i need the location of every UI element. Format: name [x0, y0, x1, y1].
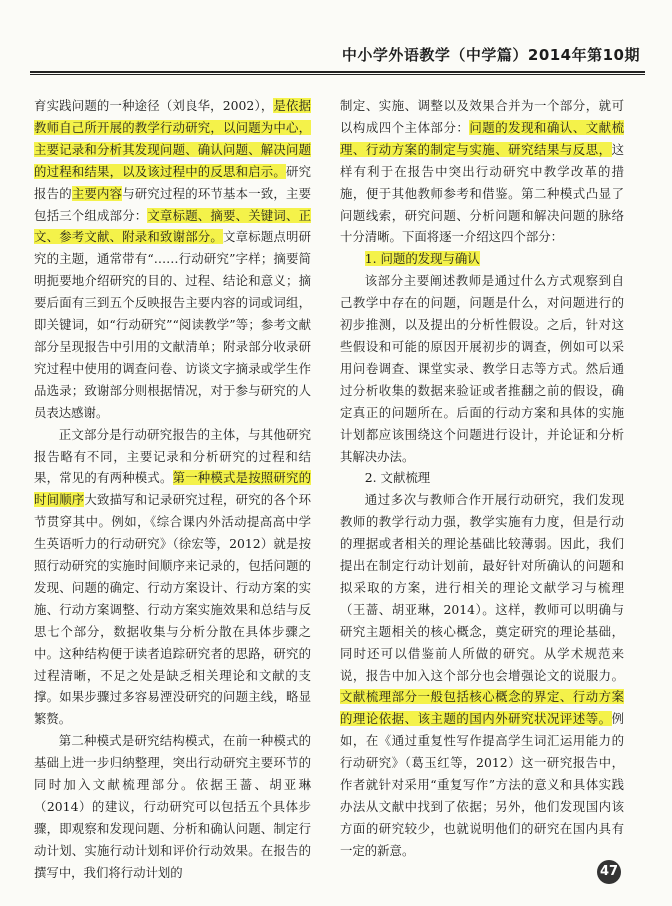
highlighted-text: 问题的发现和确认、文献梳理、行动方案的制定与实施、研究结果与反思， [340, 119, 625, 157]
paragraph: 通过多次与教师合作开展行动研究，我们发现教师的教学行动力强，教学实施有力度，但是行动的理据或者相关的理论基础比较薄弱。因此，我们提出在制定行动计划前，最好针对所确认的问题和拟采取的方案，进行相关的理论文献学习与梳理（王蔷、胡亚琳，2014）。这样，教师可以明确与研究主题相关的核心概念，奠定研究的理论基础，同时还可以借鉴前人所做的研究。从学术规范来说，报告中加入这个部分也会增强论文的说服力。文献梳理部分一般包括核心概念的界定、行动方案的理论依据、该主题的国内外研究状况评述等。例如，在《通过重复性写作提高学生词汇运用能力的行动研究》（葛玉红等，2012）这一研究报告中，作者就针对采用“重复写作”方法的意义和具体实践办法从文献中找到了依据；另外，他们发现国内该方面的研究较少，也就说明他们的研究在国内具有一定的新意。 [340, 492, 624, 858]
page-number: 47 [597, 860, 621, 884]
paragraph: 育实践问题的一种途径（刘良华，2002），是依据教师自己所开展的教学行动研究，以问题为中心，主要记录和分析其发现问题、确认问题、解决问题的过程和结果，以及该过程中的反思和启示。研究报告的主要内容与研究过程的环节基本一致，主要包括三个组成部分：文章标题、摘要、关键词、正文、参考文献、附录和致谢部分。文章标题点明研究的主题，通常带有“……行动研究”字样；摘要简明扼要地介绍研究的目的、过程、结论和意义；摘要后面有三到五个反映报告主要内容的词或词组，即关键词，如“行动研究”“阅读教学”等；参考文献部分呈现报告中引用的文献清单；附录部分收录研究过程中使用的调查问卷、访谈文字摘录或学生作品选录；致谢部分则根据情况，对于参与研究的人员表达感谢。 [34, 98, 312, 420]
section-heading: 1. 问题的发现与确认 [364, 251, 480, 267]
highlighted-text: 是依据教师自己所开展的教学行动研究，以问题为中心，主要记录和分析其发现问题、确认问题、解决问题的过程和结果，以及该过程中的反思和启示。 [34, 98, 311, 179]
highlighted-text: 第一种模式是按照研究的时间顺序 [34, 470, 312, 508]
paragraph: 正文部分是行动研究报告的主体，与其他研究报告略有不同，主要记录和分析研究的过程和结果，常见的有两种模式。第一种模式是按照研究的时间顺序大致描写和记录研究过程，研究的各个环节贯穿其中。例如，《综合课内外活动提高高中学生英语听力的行动研究》（徐宏等，2012）就是按照行动研究的实施时间顺序来记录的，包括问题的发现、问题的确定、行动方案设计、行动方案的实施、行动方案调整、行动方案实施效果和总结与反思七个部分，数据收集与分析分散在具体步骤之中。这种结构便于读者追踪研究者的思路，研究的过程清晰，不足之处是缺乏相关理论和文献的支撑。如果步骤过多容易湮没研究的问题主线，略显繁赘。 [34, 426, 312, 727]
right-column [340, 95, 624, 862]
paragraph: 制定、实施、调整以及效果合并为一个部分，就可以构成四个主体部分：问题的发现和确认、文献梳理、行动方案的制定与实施、研究结果与反思，这样有利于在报告中突出行动研究中教学改革的措施，便于其他教师参考和借鉴。第二种模式凸显了问题线索，研究问题、分析问题和解决问题的脉络十分清晰。下面将逐一介绍这四个部分： [340, 98, 625, 245]
journal-header: 中小学外语教学（中学篇）2014年第10期 [341, 46, 640, 64]
highlighted-text: 文章标题、摘要、关键词、正文、参考文献、附录和致谢部分。 [34, 207, 312, 245]
header-rule-thin [30, 74, 645, 75]
paragraph: 该部分主要阐述教师是通过什么方式观察到自己教学中存在的问题，问题是什么，对问题进行的初步推测，以及提出的分析性假设。之后，针对这些假设和可能的原因开展初步的调查，例如可以采用问卷调查、课堂实录、教学日志等方式。然后通过分析收集的数据来验证或者推翻之前的假设，确定真正的问题所在。后面的行动方案和具体的实施计划都应该围绕这个问题进行设计，并论证和分析其解决办法。 [340, 273, 624, 464]
left-column [34, 95, 311, 884]
header-rule [30, 71, 645, 73]
paragraph: 第二种模式是研究结构模式，在前一种模式的基础上进一步归纳整理，突出行动研究主要环节的同时加入文献梳理部分。依据王蔷、胡亚琳（2014）的建议，行动研究可以包括五个具体步骤，即观察和发现问题、分析和确认问题、制定行动计划、实施行动计划和评价行动效果。在报告的撰写中，我们将行动计划的 [34, 733, 311, 880]
highlighted-text: 主要内容 [71, 185, 123, 201]
highlighted-text: 文献梳理部分一般包括核心概念的界定、行动方案的理论依据、该主题的国内外研究状况评述等。 [340, 689, 624, 727]
section-heading: 2. 文献梳理 [364, 470, 431, 486]
